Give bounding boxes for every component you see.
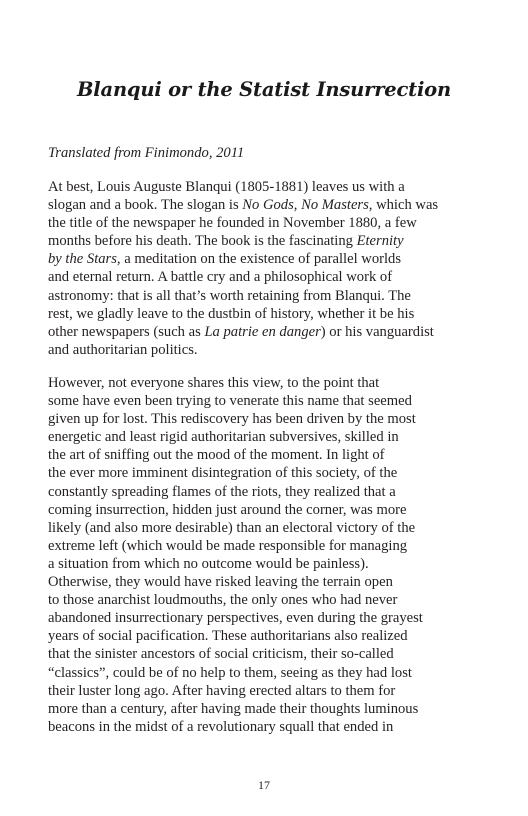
- text-run: astronomy: that is all that’s worth retaining from Blanqui. The: [48, 287, 411, 304]
- text-line: [48, 573, 488, 591]
- italic-run: by the Stars: [48, 251, 117, 268]
- text-run: months before his death. The book is the fascinating: [48, 233, 357, 250]
- text-run: ) or his vanguardist: [320, 323, 434, 340]
- text-run: other newspapers (such as: [48, 323, 205, 340]
- text-line: [48, 392, 488, 410]
- text-run: Otherwise, they would have risked leaving the terrain open: [48, 574, 393, 591]
- text-run: constantly spreading flames of the riots, they realized that a: [48, 483, 396, 500]
- text-line: [48, 519, 488, 537]
- translation-note: Translated from Finimondo, 2011: [48, 145, 245, 161]
- text-run: However, not everyone shares this view, to the point that: [48, 375, 380, 391]
- text-run: a situation from which no outcome would be painless).: [48, 555, 369, 572]
- text-run: the title of the newspaper he founded in November 1880, a few: [48, 215, 417, 232]
- text-line: [48, 268, 488, 286]
- text-run: to those anarchist loudmouths, the only ones who had never: [48, 592, 398, 609]
- text-line: [48, 609, 488, 627]
- text-run: beacons in the midst of a revolutionary squall that ended in: [48, 718, 394, 735]
- text-run: some have even been trying to venerate this name that seemed: [48, 393, 412, 410]
- text-run: the art of sniffing out the mood of the moment. In light of: [48, 447, 385, 464]
- text-line: [48, 341, 488, 359]
- text-line: [48, 645, 488, 663]
- text-run: and authoritarian politics.: [48, 341, 198, 358]
- text-line: [48, 323, 488, 341]
- text-line: [48, 305, 488, 323]
- text-line: [48, 537, 488, 555]
- italic-run: Eternity: [356, 233, 404, 250]
- text-line: [48, 700, 488, 718]
- chapter-title: Blanqui or the Statist Insurrection: [77, 78, 451, 101]
- text-line: [48, 178, 488, 196]
- text-line: [48, 446, 488, 464]
- page-number: 17: [258, 778, 270, 792]
- body-paragraph-1: [48, 178, 488, 359]
- text-run: slogan and a book. The slogan is: [48, 197, 243, 214]
- text-line: [48, 627, 488, 645]
- text-line: [48, 664, 488, 682]
- text-line: [48, 555, 488, 573]
- italic-run: La patrie en danger: [204, 323, 321, 340]
- text-run: extreme left (which would be made responsible for managing: [48, 537, 408, 554]
- text-line: [48, 374, 488, 392]
- text-line: [48, 214, 488, 232]
- text-line: [48, 501, 488, 519]
- text-line: [48, 591, 488, 609]
- text-run: and eternal return. A battle cry and a philosophical work of: [48, 269, 393, 286]
- text-line: [48, 250, 488, 268]
- text-run: rest, we gladly leave to the dustbin of history, whether it be his: [48, 305, 415, 322]
- text-line: [48, 196, 488, 214]
- body-paragraph-2: [48, 374, 488, 736]
- text-line: [48, 464, 488, 482]
- text-run: their luster long ago. After having erected altars to them for: [48, 682, 396, 699]
- text-run: that the sinister ancestors of social criticism, their so-called: [48, 646, 394, 663]
- text-run: At best, Louis Auguste Blanqui (1805-1881) leaves us with a: [48, 179, 405, 195]
- text-run: coming insurrection, hidden just around the corner, was more: [48, 501, 407, 518]
- text-run: more than a century, after having made their thoughts luminous: [48, 700, 419, 717]
- text-run: given up for lost. This rediscovery has been driven by the most: [48, 411, 416, 428]
- text-run: “classics”, could be of no help to them, seeing as they had lost: [48, 664, 412, 681]
- text-line: [48, 287, 488, 305]
- text-line: [48, 410, 488, 428]
- text-line: [48, 232, 488, 250]
- italic-run: No Gods, No Masters,: [242, 197, 373, 214]
- text-run: abandoned insurrectionary perspectives, even during the grayest: [48, 610, 423, 627]
- text-line: [48, 682, 488, 700]
- text-run: years of social pacification. These authoritarians also realized: [48, 628, 408, 645]
- text-run: the ever more imminent disintegration of this society, of the: [48, 465, 398, 482]
- text-line: [48, 483, 488, 501]
- text-run: which was: [372, 197, 439, 214]
- text-run: likely (and also more desirable) than an electoral victory of the: [48, 519, 416, 536]
- text-run: , a meditation on the existence of parallel worlds: [116, 251, 402, 268]
- text-run: energetic and least rigid authoritarian subversives, skilled in: [48, 429, 399, 446]
- text-line: [48, 428, 488, 446]
- text-line: [48, 718, 488, 736]
